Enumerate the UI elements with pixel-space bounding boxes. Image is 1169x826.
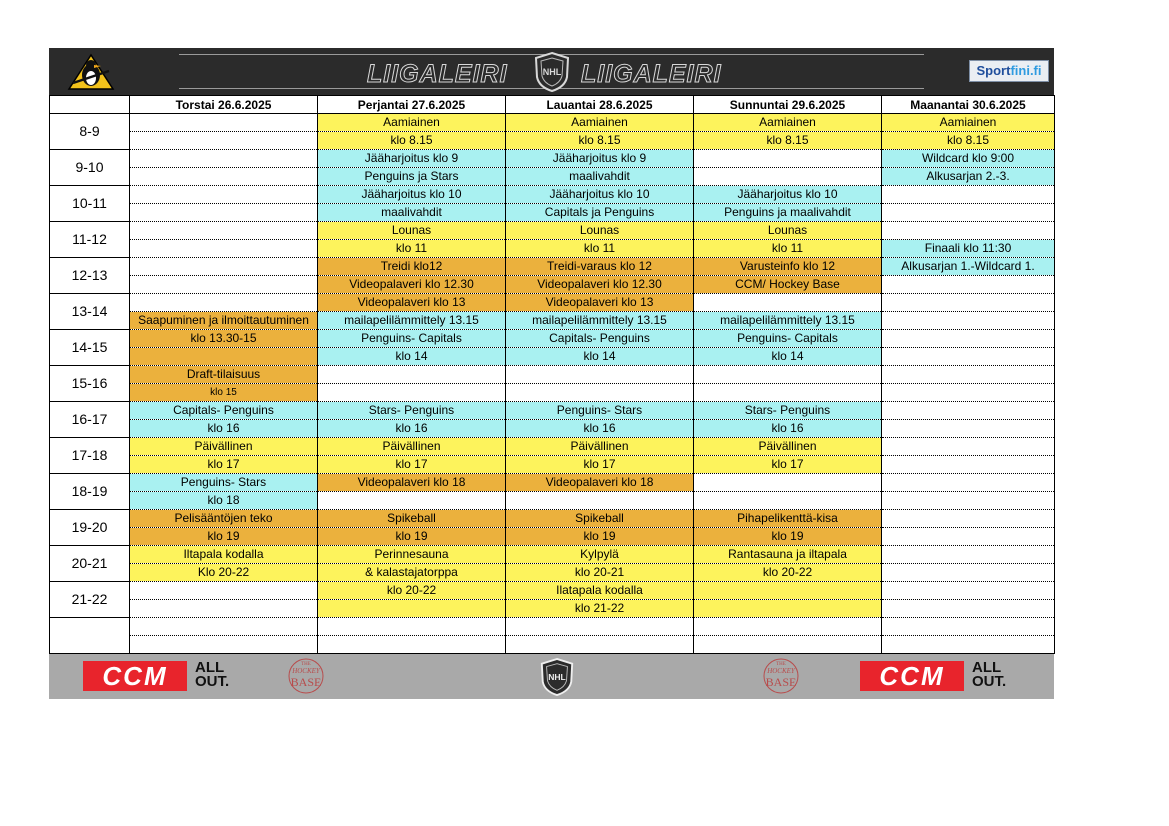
schedule-cell [882, 528, 1055, 546]
all-out-line2: OUT. [972, 673, 1007, 690]
schedule-cell: Spikeball [506, 510, 694, 528]
schedule-cell: mailapelilämmittely 13.15 [506, 312, 694, 330]
schedule-row [50, 258, 1055, 276]
time-header [50, 96, 130, 114]
schedule-cell [882, 420, 1055, 438]
schedule-cell [130, 222, 318, 240]
schedule-cell [318, 492, 506, 510]
schedule-cell [882, 402, 1055, 420]
schedule-cell: Jääharjoitus klo 10 [318, 186, 506, 204]
schedule-cell: Päivällinen [318, 438, 506, 456]
schedule-cell [130, 348, 318, 366]
schedule-cell: Draft-tilaisuus [130, 366, 318, 384]
schedule-cell [694, 168, 882, 186]
schedule-row [50, 150, 1055, 168]
day-header: Maanantai 30.6.2025 [882, 96, 1055, 114]
sportfini-sport: Sport [976, 63, 1011, 78]
schedule-cell [130, 240, 318, 258]
schedule-row [50, 402, 1055, 420]
schedule-row [50, 222, 1055, 240]
schedule-cell [882, 618, 1055, 636]
hockey-base-hockey: HOCKEY [292, 667, 320, 675]
schedule-cell: Lounas [318, 222, 506, 240]
schedule-cell [694, 600, 882, 618]
schedule-cell: Päivällinen [506, 438, 694, 456]
schedule-cell [882, 348, 1055, 366]
schedule-cell: klo 20-22 [694, 564, 882, 582]
penguin-logo-icon [67, 53, 115, 91]
time-slot-label: 11-12 [50, 222, 130, 258]
hockey-base-base: BASE [290, 675, 322, 689]
schedule-cell [318, 636, 506, 654]
day-header: Perjantai 27.6.2025 [318, 96, 506, 114]
ccm-wordmark: CCM [83, 661, 187, 691]
time-slot-label: 17-18 [50, 438, 130, 474]
schedule-cell [506, 366, 694, 384]
schedule-cell [130, 276, 318, 294]
schedule-cell [882, 510, 1055, 528]
hockey-base-logo-right-icon [759, 656, 803, 698]
schedule-cell [882, 294, 1055, 312]
schedule-cell: Lounas [694, 222, 882, 240]
schedule-cell: mailapelilämmittely 13.15 [694, 312, 882, 330]
schedule-cell [130, 294, 318, 312]
schedule-cell: klo 11 [318, 240, 506, 258]
schedule-cell [130, 258, 318, 276]
brand-title-right: LIIGALEIRI [581, 60, 722, 88]
schedule-cell: Penguins- Capitals [694, 330, 882, 348]
schedule-cell: klo 16 [318, 420, 506, 438]
schedule-cell: klo 16 [506, 420, 694, 438]
schedule-cell: klo 19 [694, 528, 882, 546]
schedule-cell: Penguins ja Stars [318, 168, 506, 186]
schedule-row [50, 168, 1055, 186]
schedule-cell: Penguins- Capitals [318, 330, 506, 348]
schedule-cell: klo 19 [130, 528, 318, 546]
time-slot-label: 14-15 [50, 330, 130, 366]
schedule-cell: Jääharjoitus klo 9 [318, 150, 506, 168]
schedule-cell: maalivahdit [318, 204, 506, 222]
schedule-cell: klo 14 [694, 348, 882, 366]
schedule-cell: Capitals ja Penguins [506, 204, 694, 222]
hockey-base-logo-icon [284, 656, 328, 698]
schedule-cell: Lounas [506, 222, 694, 240]
time-slot-label: 18-19 [50, 474, 130, 510]
schedule-row [50, 384, 1055, 402]
sportfini-logo [969, 60, 1049, 82]
schedule-cell: maalivahdit [506, 168, 694, 186]
schedule-cell: klo 17 [130, 456, 318, 474]
schedule-cell [882, 582, 1055, 600]
schedule-row [50, 582, 1055, 600]
time-slot-label: 15-16 [50, 366, 130, 402]
schedule-cell [694, 618, 882, 636]
schedule-cell: klo 8.15 [694, 132, 882, 150]
schedule-row [50, 294, 1055, 312]
schedule-cell [882, 330, 1055, 348]
schedule-cell: Videopalaveri klo 13 [318, 294, 506, 312]
schedule-cell [130, 114, 318, 132]
schedule-row [50, 420, 1055, 438]
schedule-cell [506, 636, 694, 654]
schedule-cell: Videopalaveri klo 18 [318, 474, 506, 492]
schedule-row [50, 456, 1055, 474]
schedule-cell: Aamiainen [318, 114, 506, 132]
schedule-cell: Penguins- Stars [506, 402, 694, 420]
schedule-row [50, 636, 1055, 654]
schedule-cell: klo 14 [506, 348, 694, 366]
schedule-cell: Pihapelikenttä-kisa [694, 510, 882, 528]
schedule-cell [130, 618, 318, 636]
schedule-cell [694, 492, 882, 510]
schedule-table [49, 95, 1055, 654]
schedule-cell: Päivällinen [694, 438, 882, 456]
schedule-cell: Pelisääntöjen teko [130, 510, 318, 528]
schedule-cell: Videopalaveri klo 13 [506, 294, 694, 312]
schedule-cell [130, 132, 318, 150]
schedule-cell [882, 456, 1055, 474]
day-header: Lauantai 28.6.2025 [506, 96, 694, 114]
schedule-cell: Ilatapala kodalla [506, 582, 694, 600]
schedule-cell: Saapuminen ja ilmoittautuminen [130, 312, 318, 330]
schedule-cell: klo 19 [318, 528, 506, 546]
schedule-row [50, 618, 1055, 636]
time-slot-label: 9-10 [50, 150, 130, 186]
schedule-cell: klo 17 [506, 456, 694, 474]
day-header-row [50, 96, 1055, 114]
svg-text:NHL: NHL [542, 67, 562, 77]
schedule-cell: klo 8.15 [882, 132, 1055, 150]
hockey-base-the: THE [776, 662, 786, 667]
nhl-shield-footer-icon [538, 657, 576, 697]
schedule-cell: Klo 20-22 [130, 564, 318, 582]
schedule-cell: & kalastajatorppa [318, 564, 506, 582]
time-slot-label: 19-20 [50, 510, 130, 546]
schedule-cell [318, 618, 506, 636]
schedule-cell: klo 13.30-15 [130, 330, 318, 348]
svg-text:NHL: NHL [548, 671, 566, 682]
schedule-cell: Iltapala kodalla [130, 546, 318, 564]
schedule-row [50, 600, 1055, 618]
schedule-cell [882, 600, 1055, 618]
schedule-cell: klo 21-22 [506, 600, 694, 618]
time-slot-label [50, 618, 130, 654]
schedule-cell [882, 492, 1055, 510]
schedule-cell: Jääharjoitus klo 9 [506, 150, 694, 168]
schedule-cell: klo 20-22 [318, 582, 506, 600]
schedule-row [50, 186, 1055, 204]
schedule-row [50, 366, 1055, 384]
schedule-cell: klo 16 [694, 420, 882, 438]
schedule-cell [882, 312, 1055, 330]
schedule-body [50, 114, 1055, 654]
schedule-cell [882, 276, 1055, 294]
schedule-row [50, 132, 1055, 150]
time-slot-label: 21-22 [50, 582, 130, 618]
schedule-cell [882, 186, 1055, 204]
schedule-cell: klo 15 [130, 384, 318, 402]
schedule-cell: CCM/ Hockey Base [694, 276, 882, 294]
schedule-cell: Capitals- Penguins [506, 330, 694, 348]
schedule-cell: klo 19 [506, 528, 694, 546]
schedule-cell [130, 204, 318, 222]
schedule-row [50, 204, 1055, 222]
schedule-cell: klo 8.15 [506, 132, 694, 150]
schedule-cell [506, 618, 694, 636]
schedule-cell: klo 20-21 [506, 564, 694, 582]
schedule-row [50, 438, 1055, 456]
schedule-cell: Treidi klo12 [318, 258, 506, 276]
hockey-base-hockey: HOCKEY [767, 667, 795, 675]
all-out-line2: OUT. [195, 673, 230, 690]
schedule-cell [694, 150, 882, 168]
schedule-row [50, 312, 1055, 330]
schedule-cell: Stars- Penguins [694, 402, 882, 420]
schedule-cell: klo 16 [130, 420, 318, 438]
time-slot-label: 13-14 [50, 294, 130, 330]
schedule-cell: Treidi-varaus klo 12 [506, 258, 694, 276]
schedule-cell: klo 11 [506, 240, 694, 258]
schedule-cell [694, 474, 882, 492]
all-out-tagline [972, 661, 1006, 689]
schedule-cell [882, 204, 1055, 222]
schedule-cell: Varusteinfo klo 12 [694, 258, 882, 276]
schedule-cell: Videopalaveri klo 12.30 [506, 276, 694, 294]
schedule-row [50, 528, 1055, 546]
schedule-row [50, 240, 1055, 258]
schedule-cell: Jääharjoitus klo 10 [694, 186, 882, 204]
schedule-cell [130, 186, 318, 204]
schedule-cell [130, 582, 318, 600]
schedule-cell: Videopalaveri klo 18 [506, 474, 694, 492]
schedule-cell: Penguins- Stars [130, 474, 318, 492]
schedule-cell: Perinnesauna [318, 546, 506, 564]
schedule-cell: klo 14 [318, 348, 506, 366]
schedule-cell: Capitals- Penguins [130, 402, 318, 420]
schedule-cell [882, 222, 1055, 240]
schedule-cell [694, 366, 882, 384]
schedule-cell: Rantasauna ja iltapala [694, 546, 882, 564]
schedule-row [50, 510, 1055, 528]
schedule-cell [506, 492, 694, 510]
schedule-cell: Penguins ja maalivahdit [694, 204, 882, 222]
schedule-row [50, 564, 1055, 582]
schedule-cell [882, 438, 1055, 456]
schedule-cell [694, 636, 882, 654]
schedule-cell: Jääharjoitus klo 10 [506, 186, 694, 204]
schedule-cell: Spikeball [318, 510, 506, 528]
schedule-cell: Päivällinen [130, 438, 318, 456]
schedule-cell [882, 474, 1055, 492]
sponsor-footer [49, 654, 1054, 699]
schedule-cell [318, 600, 506, 618]
nhl-shield-icon [532, 51, 572, 93]
schedule-cell [130, 168, 318, 186]
schedule-cell [130, 150, 318, 168]
time-slot-label: 16-17 [50, 402, 130, 438]
schedule-cell: klo 17 [694, 456, 882, 474]
schedule-row [50, 330, 1055, 348]
schedule-cell: klo 8.15 [318, 132, 506, 150]
schedule-cell: Videopalaveri klo 12.30 [318, 276, 506, 294]
schedule-cell: Wildcard klo 9:00 [882, 150, 1055, 168]
schedule-row [50, 276, 1055, 294]
schedule-cell [882, 546, 1055, 564]
schedule-cell [882, 636, 1055, 654]
all-out-line1: ALL [972, 659, 1002, 676]
schedule-cell [882, 384, 1055, 402]
brand-title-left: LIIGALEIRI [367, 60, 508, 88]
all-out-tagline [195, 661, 229, 689]
schedule-row [50, 492, 1055, 510]
day-header: Torstai 26.6.2025 [130, 96, 318, 114]
schedule-sheet [49, 48, 1054, 699]
schedule-cell [506, 384, 694, 402]
schedule-cell: Aamiainen [694, 114, 882, 132]
schedule-cell: Kylpylä [506, 546, 694, 564]
schedule-cell: mailapelilämmittely 13.15 [318, 312, 506, 330]
schedule-cell [882, 366, 1055, 384]
schedule-cell: klo 18 [130, 492, 318, 510]
schedule-cell: Stars- Penguins [318, 402, 506, 420]
schedule-cell [130, 600, 318, 618]
hockey-base-base: BASE [765, 675, 797, 689]
schedule-cell: Finaali klo 11:30 [882, 240, 1055, 258]
schedule-cell: Alkusarjan 1.-Wildcard 1. [882, 258, 1055, 276]
schedule-cell [318, 384, 506, 402]
schedule-cell: klo 17 [318, 456, 506, 474]
schedule-cell: Aamiainen [506, 114, 694, 132]
schedule-cell [882, 564, 1055, 582]
day-header: Sunnuntai 29.6.2025 [694, 96, 882, 114]
schedule-cell [694, 294, 882, 312]
schedule-row [50, 348, 1055, 366]
schedule-row [50, 546, 1055, 564]
schedule-row [50, 114, 1055, 132]
header-banner [49, 48, 1054, 95]
time-slot-label: 20-21 [50, 546, 130, 582]
schedule-cell [318, 366, 506, 384]
hockey-base-the: THE [301, 662, 311, 667]
schedule-cell [694, 582, 882, 600]
ccm-wordmark: CCM [860, 661, 964, 691]
time-slot-label: 10-11 [50, 186, 130, 222]
schedule-cell [130, 636, 318, 654]
all-out-line1: ALL [195, 659, 225, 676]
schedule-cell [694, 384, 882, 402]
schedule-cell: klo 11 [694, 240, 882, 258]
time-slot-label: 8-9 [50, 114, 130, 150]
time-slot-label: 12-13 [50, 258, 130, 294]
schedule-cell: Alkusarjan 2.-3. [882, 168, 1055, 186]
sportfini-domain: fini.fi [1010, 63, 1042, 78]
schedule-cell: Aamiainen [882, 114, 1055, 132]
schedule-row [50, 474, 1055, 492]
